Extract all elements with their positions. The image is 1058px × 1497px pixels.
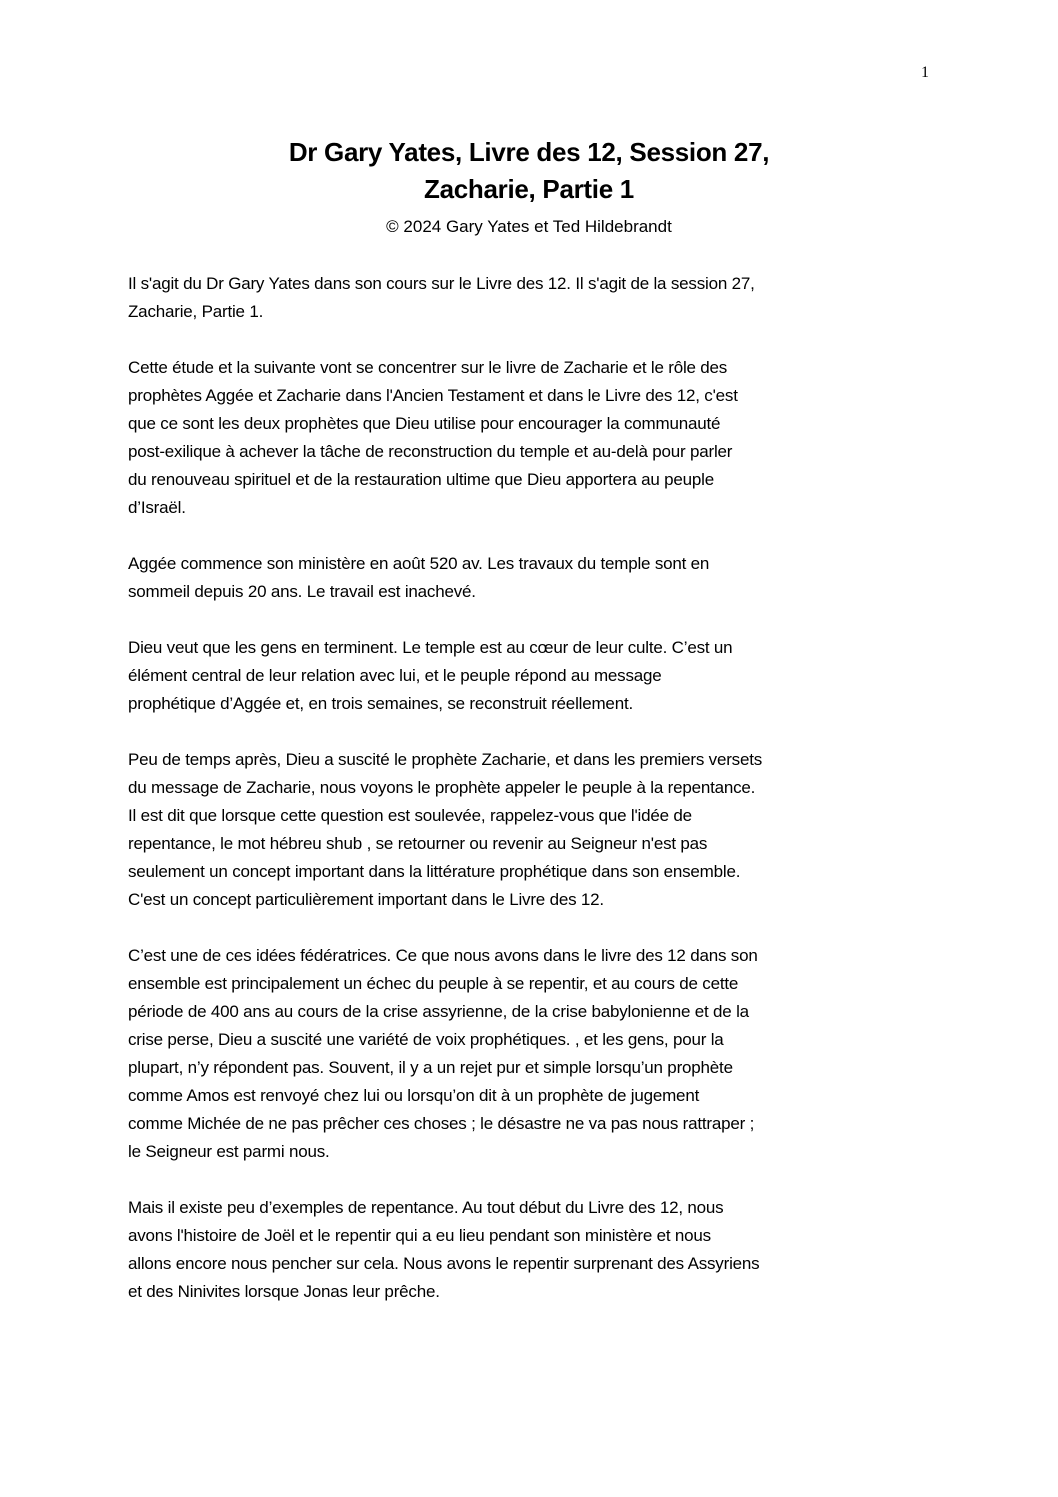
text-line: Cette étude et la suivante vont se concentrer sur le livre de Zacharie et le rôle des	[128, 358, 728, 377]
text-line: comme Amos est renvoyé chez lui ou lorsqu’on dit à un prophète de jugement	[128, 1086, 700, 1105]
paragraph	[128, 634, 938, 718]
text-line: que ce sont les deux prophètes que Dieu utilise pour encourager la communauté	[128, 414, 721, 433]
text-line: Zacharie, Partie 1.	[128, 302, 264, 321]
text-line: le Seigneur est parmi nous.	[128, 1142, 330, 1161]
text-line: repentance, le mot hébreu shub , se retourner ou revenir au Seigneur n'est pas	[128, 834, 708, 853]
paragraph	[128, 942, 938, 1166]
document-title	[0, 134, 1058, 208]
document-body	[128, 270, 938, 1334]
text-line: d’Israël.	[128, 498, 186, 517]
text-line: plupart, n’y répondent pas. Souvent, il y a un rejet pur et simple lorsqu’un prophète	[128, 1058, 733, 1077]
text-line: du renouveau spirituel et de la restauration ultime que Dieu apportera au peuple	[128, 470, 715, 489]
text-line: prophètes Aggée et Zacharie dans l'Ancien Testament et dans le Livre des 12, c'est	[128, 386, 738, 405]
text-line: prophétique d’Aggée et, en trois semaines, se reconstruit réellement.	[128, 694, 633, 713]
text-line: sommeil depuis 20 ans. Le travail est inachevé.	[128, 582, 476, 601]
text-line: période de 400 ans au cours de la crise assyrienne, de la crise babylonienne et de la	[128, 1002, 749, 1021]
copyright: © 2024 Gary Yates et Ted Hildebrandt	[386, 217, 672, 236]
text-line: du message de Zacharie, nous voyons le prophète appeler le peuple à la repentance.	[128, 778, 756, 797]
text-line: Aggée commence son ministère en août 520 av. Les travaux du temple sont en	[128, 554, 710, 573]
text-line: Il est dit que lorsque cette question est soulevée, rappelez-vous que l'idée de	[128, 806, 692, 825]
text-line: allons encore nous pencher sur cela. Nous avons le repentir surprenant des Assyriens	[128, 1254, 760, 1273]
paragraph	[128, 270, 938, 326]
text-line: et des Ninivites lorsque Jonas leur prêche.	[128, 1282, 440, 1301]
text-line: Mais il existe peu d’exemples de repentance. Au tout début du Livre des 12, nous	[128, 1198, 724, 1217]
paragraph	[128, 746, 938, 914]
paragraph	[128, 354, 938, 522]
paragraph	[128, 550, 938, 606]
text-line: comme Michée de ne pas prêcher ces choses ; le désastre ne va pas nous rattraper ;	[128, 1114, 755, 1133]
text-line: avons l'histoire de Joël et le repentir qui a eu lieu pendant son ministère et nous	[128, 1226, 711, 1245]
text-line: post-exilique à achever la tâche de reconstruction du temple et au-delà pour parler	[128, 442, 733, 461]
text-line: Peu de temps après, Dieu a suscité le prophète Zacharie, et dans les premiers versets	[128, 750, 763, 769]
page-number: 1	[921, 64, 929, 81]
text-line: Il s'agit du Dr Gary Yates dans son cours sur le Livre des 12. Il s'agit de la session 27,	[128, 274, 755, 293]
text-line: ensemble est principalement un échec du peuple à se repentir, et au cours de cette	[128, 974, 739, 993]
paragraph	[128, 1194, 938, 1306]
text-line: élément central de leur relation avec lui, et le peuple répond au message	[128, 666, 662, 685]
text-line: seulement un concept important dans la littérature prophétique dans son ensemble.	[128, 862, 741, 881]
text-line: C’est une de ces idées fédératrices. Ce que nous avons dans le livre des 12 dans son	[128, 946, 758, 965]
title-line: Dr Gary Yates, Livre des 12, Session 27,	[288, 137, 770, 167]
text-line: Dieu veut que les gens en terminent. Le temple est au cœur de leur culte. C’est un	[128, 638, 733, 657]
text-line: C'est un concept particulièrement important dans le Livre des 12.	[128, 890, 604, 909]
text-line: crise perse, Dieu a suscité une variété de voix prophétiques. , et les gens, pour la	[128, 1030, 724, 1049]
title-line: Zacharie, Partie 1	[424, 174, 634, 204]
